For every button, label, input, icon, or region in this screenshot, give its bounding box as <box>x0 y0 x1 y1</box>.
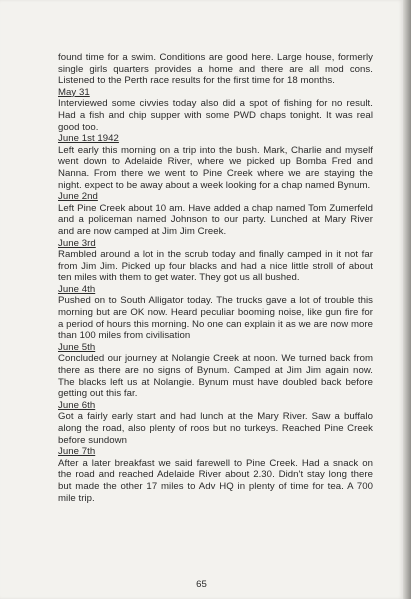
page-edge-shadow <box>403 0 411 599</box>
entry-text: Left Pine Creek about 10 am. Have added a chap named Tom Zumerfeld and a policeman named Johnson to our party. Lunched at Mary River and are now camped at Jim Jim Creek. <box>58 202 373 237</box>
entry-text: Rambled around a lot in the scrub today and finally camped in it not far from Jim Jim. Picked up four blacks and had a nice little stroll of about ten miles with them to get water. They got us all bushed. <box>58 249 373 284</box>
entry-date: June 3rd <box>58 237 96 249</box>
entry-date: June 6th <box>58 399 96 411</box>
entry-date: June 1st 1942 <box>58 133 119 145</box>
entry-text: After a later breakfast we said farewell to Pine Creek. Had a snack on the road and reached Adelaide River about 2.30. Didn't stay long there but made the other 17 miles to Adv HQ in plenty of time for tea. A 700 mile trip. <box>58 457 373 504</box>
entry-date: June 2nd <box>58 191 98 203</box>
entry-text: Interviewed some civvies today also did a spot of fishing for no result. Had a fish and chip supper with some PWD chaps tonight. It was real good too. <box>58 98 373 133</box>
entry-text: Left early this morning on a trip into the bush. Mark, Charlie and myself went down to Adelaide River, where we picked up Bomba Fred and Nanna. From there we went to Pine Creek where we are staying the night. expect to be away about a week looking for a chap named Bynum. <box>58 144 373 191</box>
entry-date: June 4th <box>58 283 96 295</box>
entry-date: June 7th <box>58 446 96 458</box>
entry-text: Concluded our journey at Nolangie Creek at noon. We turned back from there as there are no signs of Bynum. Camped at Jim Jim again now. The blacks left us at Nolangie. Bynum must have doubled back before getting out this far. <box>58 353 373 400</box>
diary-text-block <box>58 52 373 504</box>
entry-date: June 5th <box>58 341 96 353</box>
entry-text: Got a fairly early start and had lunch at the Mary River. Saw a buffalo along the road, also plenty of roos but no turkeys. Reached Pine Creek before sundown <box>58 411 373 446</box>
intro-paragraph: found time for a swim. Conditions are good here. Large house, formerly single girls quarters provides a home and there are all mod cons. Listened to the Perth race results for the first time for 18 months. <box>58 52 373 87</box>
entry-text: Pushed on to South Alligator today. The trucks gave a lot of trouble this morning but are OK now. Heard peculiar booming noise, like gun fire for a period of hours this morning. No one can explain it as we are now more than 100 miles from civilisation <box>58 295 373 342</box>
page-number: 65 <box>196 579 207 590</box>
entry-date: May 31 <box>58 86 90 98</box>
